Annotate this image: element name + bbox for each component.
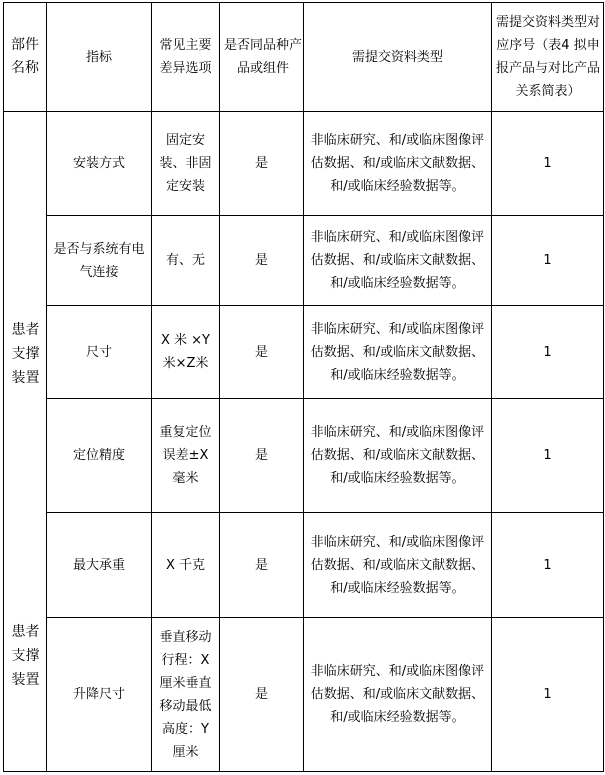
table-row (4, 306, 604, 399)
same-kind-cell: 是 (220, 513, 304, 618)
same-kind-cell: 是 (220, 399, 304, 513)
material-type-cell: 非临床研究、和/或临床图像评估数据、和/或临床文献数据、和/或临床经验数据等。 (304, 306, 492, 399)
options-cell: 垂直移动行程：X厘米垂直移动最低高度：Y厘米 (152, 618, 220, 772)
seq-no-cell: 1 (492, 306, 604, 399)
material-type-cell: 非临床研究、和/或临床图像评估数据、和/或临床文献数据、和/或临床经验数据等。 (304, 618, 492, 772)
comparison-table (3, 2, 604, 772)
options-cell: 固定安装、非固定安装 (152, 112, 220, 216)
same-kind-cell: 是 (220, 112, 304, 216)
header-part-name: 部件名称 (4, 3, 47, 112)
indicator-cell: 定位精度 (47, 399, 152, 513)
part-label: 患者支撑装置 (11, 322, 40, 386)
seq-no-cell: 1 (492, 216, 604, 306)
indicator-cell: 是否与系统有电气连接 (47, 216, 152, 306)
part-name-cell (4, 112, 47, 772)
material-type-cell: 非临床研究、和/或临床图像评估数据、和/或临床文献数据、和/或临床经验数据等。 (304, 399, 492, 513)
indicator-cell: 升降尺寸 (47, 618, 152, 772)
table-row (4, 618, 604, 772)
material-type-cell: 非临床研究、和/或临床图像评估数据、和/或临床文献数据、和/或临床经验数据等。 (304, 112, 492, 216)
material-type-cell: 非临床研究、和/或临床图像评估数据、和/或临床文献数据、和/或临床经验数据等。 (304, 513, 492, 618)
options-cell: 有、无 (152, 216, 220, 306)
indicator-cell: 尺寸 (47, 306, 152, 399)
seq-no-cell: 1 (492, 513, 604, 618)
header-options: 常见主要差异选项 (152, 3, 220, 112)
part-label: 患者支撑装置 (11, 624, 40, 688)
header-seq-no: 需提交资料类型对应序号（表4 拟申报产品与对比产品关系简表） (492, 3, 604, 112)
table-row (4, 513, 604, 618)
seq-no-cell: 1 (492, 618, 604, 772)
same-kind-cell: 是 (220, 618, 304, 772)
table-row (4, 216, 604, 306)
header-material-type: 需提交资料类型 (304, 3, 492, 112)
header-indicator: 指标 (47, 3, 152, 112)
table-row (4, 399, 604, 513)
header-same-kind: 是否同品种产品或组件 (220, 3, 304, 112)
same-kind-cell: 是 (220, 306, 304, 399)
indicator-cell: 最大承重 (47, 513, 152, 618)
material-type-cell: 非临床研究、和/或临床图像评估数据、和/或临床文献数据、和/或临床经验数据等。 (304, 216, 492, 306)
options-cell: 重复定位误差±X 毫米 (152, 399, 220, 513)
table-row (4, 112, 604, 216)
seq-no-cell: 1 (492, 112, 604, 216)
header-row (4, 3, 604, 112)
options-cell: X 米 ×Y米×Z米 (152, 306, 220, 399)
indicator-cell: 安装方式 (47, 112, 152, 216)
seq-no-cell: 1 (492, 399, 604, 513)
same-kind-cell: 是 (220, 216, 304, 306)
options-cell: X 千克 (152, 513, 220, 618)
